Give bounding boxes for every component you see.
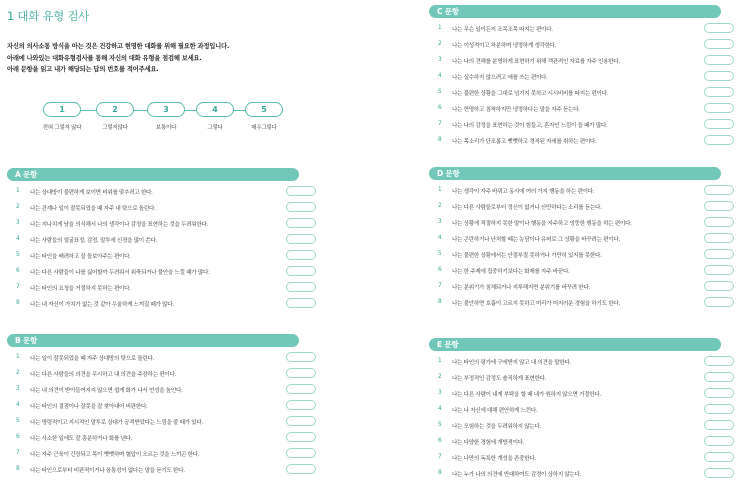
answer-field[interactable]	[704, 135, 734, 145]
question-text: 나는 나 자신에 대해 편안하게 느낀다.	[452, 408, 538, 414]
scale-item	[42, 102, 82, 131]
question-number: 5	[438, 251, 442, 257]
question-text: 나는 타인의 결점이나 잘못을 잘 찾아내어 비판한다.	[30, 404, 148, 410]
answer-field[interactable]	[704, 233, 734, 243]
answer-field[interactable]	[286, 368, 316, 378]
question-row	[429, 370, 734, 386]
question-row	[7, 462, 316, 478]
question-text: 나는 타인을 배려하고 잘 돌보아주는 편이다.	[30, 254, 131, 260]
question-number: 1	[438, 358, 442, 364]
question-row	[429, 37, 734, 53]
section-header: B 문항	[7, 334, 299, 347]
scale-number: 3	[147, 102, 185, 117]
question-text: 나는 사람들의 얼굴표정, 감정, 말투에 신경을 많이 쓴다.	[30, 238, 158, 244]
answer-field[interactable]	[286, 400, 316, 410]
answer-field[interactable]	[704, 39, 734, 49]
question-row	[429, 199, 734, 215]
scale-label: 보통이다	[155, 125, 177, 131]
answer-field[interactable]	[704, 297, 734, 307]
question-number: 7	[438, 121, 442, 127]
question-number: 3	[16, 386, 20, 392]
answer-field[interactable]	[704, 71, 734, 81]
question-text: 나는 다른 사람들로부터 정신이 없거나 산만하다는 소리를 듣는다.	[452, 205, 602, 211]
question-row	[429, 354, 734, 370]
question-number: 2	[438, 374, 442, 380]
question-list	[7, 350, 316, 478]
question-number: 1	[16, 188, 20, 194]
scale-item	[195, 102, 235, 131]
answer-field[interactable]	[704, 404, 734, 414]
question-number: 1	[438, 25, 442, 31]
answer-field[interactable]	[286, 352, 316, 362]
question-text: 나는 다른 사람이 내게 부탁을 할 때 내가 원하지 않으면 거절한다.	[452, 392, 601, 398]
question-text: 나는 무슨 일이든지 조목조목 따지는 편이다.	[452, 27, 553, 33]
question-text: 나는 누가 나의 의견에 반대하여도 감정이 상하지 않는다.	[452, 472, 582, 478]
question-number: 3	[438, 57, 442, 63]
scale-number: 1	[43, 102, 81, 117]
scale-label: 매우그렇다	[251, 125, 277, 131]
question-row	[429, 21, 734, 37]
page-title: 1 대화 유형 검사	[7, 9, 89, 23]
question-row	[7, 200, 316, 216]
question-text: 나는 다른 사람들이 나를 싫어할까 두려워서 위축되거나 불안을 느낄 때가 많다.	[30, 270, 210, 276]
question-text: 나는 곤란하거나 난처할 때는 농담이나 유머로 그 상황을 바꾸려는 편이다.	[452, 237, 620, 243]
scale-number: 2	[96, 102, 134, 117]
intro-line: 아래 문항을 읽고 내가 해당되는 답의 번호를 적어주세요.	[7, 66, 159, 73]
question-number: 2	[16, 204, 20, 210]
answer-field[interactable]	[704, 119, 734, 129]
question-row	[7, 248, 316, 264]
question-number: 4	[16, 236, 20, 242]
question-number: 4	[16, 402, 20, 408]
question-row	[7, 414, 316, 430]
answer-field[interactable]	[286, 416, 316, 426]
scale-number: 4	[196, 102, 234, 117]
question-row	[7, 446, 316, 462]
answer-field[interactable]	[704, 55, 734, 65]
scale-label: 그렇다	[207, 125, 223, 131]
question-number: 5	[16, 252, 20, 258]
intro-text	[7, 41, 347, 76]
question-row	[429, 69, 734, 85]
question-text: 나는 타인의 요청을 거절하지 못하는 편이다.	[30, 286, 131, 292]
question-row	[429, 231, 734, 247]
question-number: 5	[16, 418, 20, 424]
question-row	[429, 183, 734, 199]
answer-field[interactable]	[704, 356, 734, 366]
question-text: 나는 한 주제에 집중하기보다는 화제를 자주 바꾼다.	[452, 269, 570, 275]
answer-field[interactable]	[704, 103, 734, 113]
answer-field[interactable]	[704, 436, 734, 446]
question-row	[429, 133, 734, 149]
question-text: 나는 이성적이고 차분하며 냉정하게 생각한다.	[452, 43, 557, 49]
question-row	[429, 279, 734, 295]
question-row	[429, 53, 734, 69]
question-number: 6	[16, 268, 20, 274]
section-a	[7, 168, 316, 312]
question-list	[429, 21, 734, 149]
question-number: 4	[438, 235, 442, 241]
question-number: 8	[438, 470, 442, 476]
question-number: 1	[16, 354, 20, 360]
question-text: 나는 나만의 독특한 개성을 존중한다.	[452, 456, 536, 462]
answer-field[interactable]	[704, 185, 734, 195]
question-number: 1	[438, 187, 442, 193]
question-number: 6	[438, 267, 442, 273]
question-row	[429, 85, 734, 101]
answer-field[interactable]	[704, 372, 734, 382]
scale-item	[146, 102, 186, 131]
question-row	[429, 101, 734, 117]
question-text: 나는 부정적인 감정도 솔직하게 표현한다.	[452, 376, 547, 382]
question-list	[429, 183, 734, 311]
question-row	[7, 232, 316, 248]
answer-field[interactable]	[286, 282, 316, 292]
answer-field[interactable]	[704, 249, 734, 259]
answer-field[interactable]	[704, 23, 734, 33]
question-row	[7, 398, 316, 414]
question-text: 나는 내 의견이 받아들여지지 않으면 쉽게 화가 나서 언성을 높인다.	[30, 388, 183, 394]
question-text: 나는 일이 잘못되었을 때 자주 상대방의 탓으로 돌린다.	[30, 356, 155, 362]
section-c	[429, 5, 734, 149]
question-row	[7, 264, 316, 280]
question-number: 3	[438, 219, 442, 225]
question-number: 7	[16, 284, 20, 290]
answer-field[interactable]	[286, 266, 316, 276]
section-e	[429, 338, 734, 482]
question-row	[7, 350, 316, 366]
question-number: 4	[438, 406, 442, 412]
section-header: E 문항	[429, 338, 721, 351]
scale-label: 전혀 그렇지 않다	[42, 125, 82, 131]
question-text: 나는 사소한 일에도 잘 흥분하거나 화를 낸다.	[30, 436, 133, 442]
answer-field[interactable]	[704, 468, 734, 478]
answer-field[interactable]	[286, 298, 316, 308]
question-row	[429, 418, 734, 434]
answer-field[interactable]	[286, 464, 316, 474]
answer-field[interactable]	[286, 186, 316, 196]
question-number: 8	[16, 466, 20, 472]
question-row	[7, 366, 316, 382]
question-number: 5	[438, 422, 442, 428]
answer-field[interactable]	[704, 201, 734, 211]
question-row	[7, 296, 316, 312]
question-number: 6	[438, 438, 442, 444]
answer-field[interactable]	[704, 265, 734, 275]
question-list	[7, 184, 316, 312]
question-list	[429, 354, 734, 482]
scale-item	[244, 102, 284, 131]
question-text: 나는 현명하고 침착하지만 냉정하다는 말을 자주 듣는다.	[452, 107, 580, 113]
question-number: 7	[438, 454, 442, 460]
question-row	[429, 263, 734, 279]
question-number: 3	[438, 390, 442, 396]
question-row	[7, 280, 316, 296]
scale-item	[95, 102, 135, 131]
question-text: 나는 명령적이고 지시적인 말투로 상대가 공격받았다는 느낌을 줄 때가 있다.	[30, 420, 203, 426]
question-text: 나는 다른 사람들의 의견을 무시하고 내 의견을 주장하는 편이다.	[30, 372, 176, 378]
answer-field[interactable]	[704, 87, 734, 97]
question-row	[7, 184, 316, 200]
question-row	[429, 295, 734, 311]
question-number: 7	[16, 450, 20, 456]
question-number: 5	[438, 89, 442, 95]
question-row	[429, 450, 734, 466]
question-text: 나는 불편한 상황에서는 안절부절 못하거나 가만히 있지를 못한다.	[452, 253, 602, 259]
answer-field[interactable]	[286, 432, 316, 442]
section-header: A 문항	[7, 168, 299, 181]
answer-field[interactable]	[704, 217, 734, 227]
answer-field[interactable]	[286, 202, 316, 212]
answer-field[interactable]	[704, 281, 734, 291]
question-number: 8	[438, 137, 442, 143]
question-text: 나는 내 자신이 가치가 없는 것 같아 우울하게 느껴질 때가 많다.	[30, 302, 174, 308]
question-text: 나는 나의 견해를 분명하게 표현하기 위해 객관적인 자료를 자주 인용한다.	[452, 59, 620, 65]
question-text: 나는 실수하지 않으려고 애를 쓰는 편이다.	[452, 75, 548, 81]
answer-field[interactable]	[704, 452, 734, 462]
question-text: 나는 나의 감정을 표현하는 것이 힘들고, 혼자인 느낌이 들 때가 많다.	[452, 123, 608, 129]
question-row	[429, 117, 734, 133]
question-text: 나는 불편한 상황을 그대로 넘기지 못하고 시시비비를 따지는 편이다.	[452, 91, 609, 97]
rating-scale	[42, 102, 287, 142]
question-text: 나는 타인으로부터 비판적이거나 융통성이 없다는 말을 듣기도 한다.	[30, 468, 185, 474]
question-number: 3	[16, 220, 20, 226]
question-row	[429, 386, 734, 402]
question-number: 2	[438, 203, 442, 209]
question-number: 8	[438, 299, 442, 305]
question-text: 나는 불안하면 호흡이 고르지 못하고 머리가 어지러운 경험을 하기도 한다.	[452, 301, 620, 307]
section-b	[7, 334, 316, 478]
answer-field[interactable]	[286, 234, 316, 244]
section-d	[429, 167, 734, 311]
question-text: 나는 타인의 평가에 구애받지 않고 내 의견을 말한다.	[452, 360, 572, 366]
question-text: 나는 상황에 적절하지 못한 말이나 행동을 자주하고 엉뚱한 행동을 하는 편이다.	[452, 221, 632, 227]
question-text: 나는 관계나 일이 잘못되었을 때 자주 내 탓으로 돌린다.	[30, 206, 156, 212]
answer-field[interactable]	[286, 218, 316, 228]
answer-field[interactable]	[704, 388, 734, 398]
question-number: 2	[438, 41, 442, 47]
question-row	[429, 466, 734, 482]
question-text: 나는 목소리가 단조롭고 뻣뻣하고 경직된 자세를 취하는 편이다.	[452, 139, 597, 145]
intro-line: 아래에 나와있는 대화유형검사를 통해 자신의 대화 유형을 점검해 보세요.	[7, 54, 202, 62]
question-number: 6	[438, 105, 442, 111]
question-row	[7, 382, 316, 398]
question-text: 나는 다양한 경험에 개방적이다.	[452, 440, 525, 446]
answer-field[interactable]	[286, 448, 316, 458]
answer-field[interactable]	[286, 384, 316, 394]
question-text: 나는 모험하는 것을 두려워하지 않는다.	[452, 424, 542, 430]
question-text: 나는 분위기가 침체되거나 지루해지면 분위기를 바꾸려 한다.	[452, 285, 590, 291]
question-text: 나는 생각이 자주 바뀌고 동시에 여러 가지 행동을 하는 편이다.	[452, 189, 595, 195]
intro-line: 자신의 의사소통 방식을 아는 것은 건강하고 현명한 대화를 위해 필요한 과정입니다.	[7, 43, 230, 50]
question-row	[7, 430, 316, 446]
question-row	[429, 434, 734, 450]
question-text: 나는 지나치게 남을 의식해서 나의 생각이나 감정을 표현하는 것을 두려워한다.	[30, 222, 209, 228]
question-row	[429, 247, 734, 263]
answer-field[interactable]	[286, 250, 316, 260]
section-header: C 문항	[429, 5, 721, 18]
question-number: 7	[438, 283, 442, 289]
answer-field[interactable]	[704, 420, 734, 430]
question-number: 6	[16, 434, 20, 440]
question-number: 2	[16, 370, 20, 376]
question-number: 4	[438, 73, 442, 79]
question-text: 나는 자주 근육이 긴장되고 목이 뻣뻣하며 혈압이 오르는 것을 느끼곤 한다.	[30, 452, 200, 458]
question-number: 8	[16, 300, 20, 306]
scale-number: 5	[245, 102, 283, 117]
scale-label: 그렇지않다	[102, 125, 128, 131]
question-row	[7, 216, 316, 232]
question-text: 나는 상대방이 불편하게 보이면 비위를 맞추려고 한다.	[30, 190, 153, 196]
question-row	[429, 215, 734, 231]
section-header: D 문항	[429, 167, 721, 180]
question-row	[429, 402, 734, 418]
